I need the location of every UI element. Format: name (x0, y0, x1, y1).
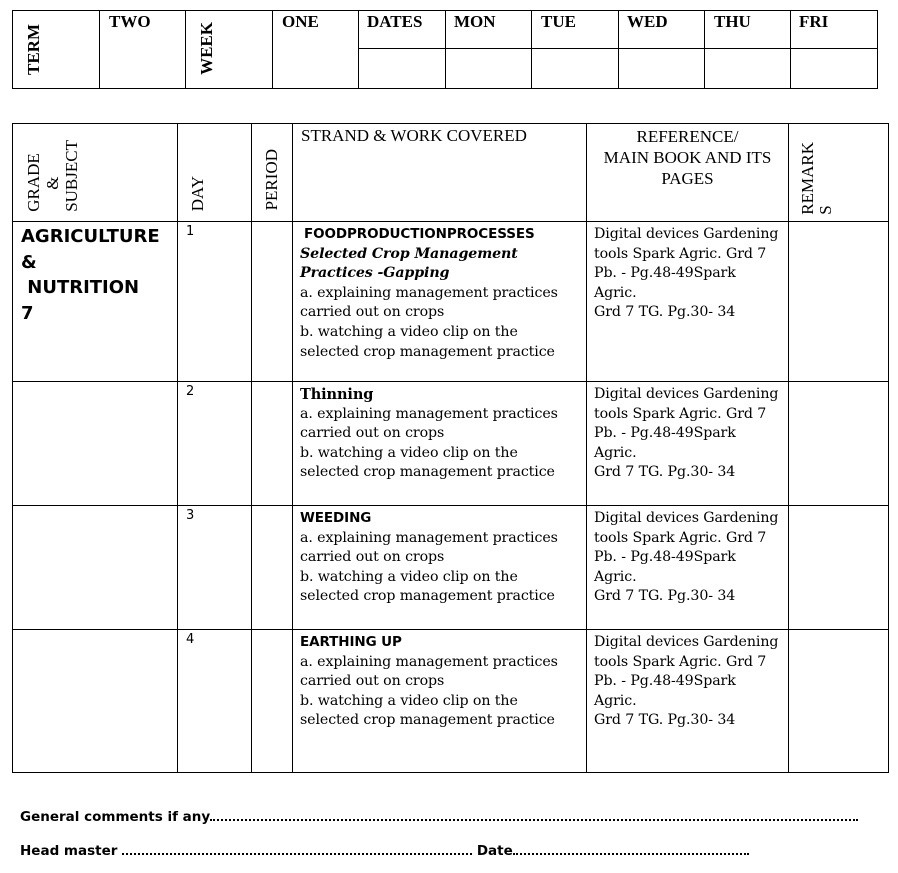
reference-text-line: Pb. - Pg.48-49Spark Agric. (594, 425, 736, 461)
grade-subject-header (13, 124, 178, 222)
reference-cell (587, 222, 789, 382)
subject-cell (13, 222, 178, 382)
day-header-fri (791, 11, 878, 49)
day-label-thu: THU (714, 12, 751, 31)
day-header-tue (532, 11, 619, 49)
head-master-field[interactable] (122, 843, 472, 855)
strand-cell (293, 382, 587, 506)
day-header-wed (619, 11, 705, 49)
thu-date-cell (705, 49, 791, 89)
general-comments-label: General comments if any (20, 809, 211, 825)
period-header (252, 124, 293, 222)
reference-text-line: Grd 7 TG. Pg.30- 34 (594, 588, 736, 605)
table-header-row (13, 124, 889, 222)
reference-text-line: Digital devices Gardening (594, 510, 779, 526)
reference-text-line: tools Spark Agric. Grd 7 (594, 653, 767, 670)
head-master-label: Head master (20, 843, 118, 859)
period-cell (252, 630, 293, 773)
period-cell (252, 506, 293, 630)
reference-text-line: Pb. - Pg.48-49Spark Agric. (594, 265, 736, 301)
strand-cell (293, 506, 587, 630)
remarks-cell (789, 222, 889, 382)
ampersand-label: & (43, 176, 62, 190)
lesson-plan-table (12, 123, 889, 773)
strand-text-line: selected crop management practice (300, 343, 555, 360)
strand-text-line: a. explaining management practices (300, 653, 558, 670)
date-field[interactable] (513, 843, 749, 855)
strand-text-line: selected crop management practice (300, 588, 555, 605)
week-label: WEEK (197, 22, 216, 75)
table-row (13, 382, 889, 506)
reference-text-line: tools Spark Agric. Grd 7 (594, 405, 767, 422)
tue-date-cell (532, 49, 619, 89)
day-number: 4 (186, 632, 195, 647)
reference-text-line: Grd 7 TG. Pg.30- 34 (594, 304, 736, 321)
fri-date-cell (791, 49, 878, 89)
subject-line-2: & (21, 251, 37, 273)
reference-text-line: Grd 7 TG. Pg.30- 34 (594, 464, 736, 481)
dates-label: DATES (367, 12, 423, 31)
strand-text-line: carried out on crops (300, 673, 445, 690)
day-cell (178, 630, 252, 773)
reference-text-line: Digital devices Gardening (594, 634, 779, 650)
strand-text-line: carried out on crops (300, 425, 445, 442)
strand-column-label: STRAND & WORK COVERED (301, 126, 527, 145)
signature-line (20, 843, 749, 859)
reference-cell (587, 506, 789, 630)
wed-date-cell (619, 49, 705, 89)
mon-date-cell (446, 49, 532, 89)
remarks-cell (789, 630, 889, 773)
reference-text-line: Grd 7 TG. Pg.30- 34 (594, 712, 736, 729)
subject-line-1: AGRICULTURE (21, 226, 160, 247)
strand-text-line: b. watching a video clip on the (300, 444, 518, 461)
reference-text-line: Digital devices Gardening (594, 226, 779, 242)
reference-text-line: tools Spark Agric. Grd 7 (594, 529, 767, 546)
period-cell (252, 382, 293, 506)
day-label-mon: MON (454, 12, 496, 31)
table-row (13, 222, 889, 382)
strand-text-line: selected crop management practice (300, 712, 555, 729)
strand-cell (293, 222, 587, 382)
reference-cell (587, 630, 789, 773)
day-column-label: DAY (188, 175, 207, 211)
strand-text-line: a. explaining management practices (300, 405, 558, 422)
table-row (13, 506, 889, 630)
reference-text-line: tools Spark Agric. Grd 7 (594, 245, 767, 262)
subject-line-4: 7 (21, 302, 34, 324)
strand-cell (293, 630, 587, 773)
strand-text-line: carried out on crops (300, 549, 445, 566)
strand-title: WEEDING (300, 510, 372, 526)
week-value: ONE (282, 12, 319, 31)
strand-text-line: carried out on crops (300, 304, 445, 321)
table-row (13, 630, 889, 773)
reference-text-line: Pb. - Pg.48-49Spark Agric. (594, 673, 736, 709)
day-cell (178, 222, 252, 382)
date-label: Date (476, 843, 513, 859)
reference-header (587, 124, 789, 222)
week-label-cell (186, 11, 273, 89)
strand-text-line: a. explaining management practices (300, 529, 558, 546)
strand-text-line: b. watching a video clip on the (300, 568, 518, 585)
reference-text-line: Digital devices Gardening (594, 386, 779, 402)
strand-title: FOODPRODUCTIONPROCESSES (304, 226, 535, 242)
term-value-cell (100, 11, 186, 89)
strand-title: EARTHING UP (300, 634, 402, 650)
strand-text-line: b. watching a video clip on the (300, 692, 518, 709)
strand-subtitle-line: Selected Crop Management (300, 245, 518, 262)
remarks-label-line-2: S (816, 205, 835, 215)
term-label: TERM (24, 24, 43, 75)
day-header (178, 124, 252, 222)
day-header-thu (705, 11, 791, 49)
strand-title: Thinning (300, 386, 374, 403)
term-value: TWO (109, 12, 151, 31)
subject-cell (13, 506, 178, 630)
dates-label-cell (359, 11, 446, 49)
general-comments-field[interactable] (210, 809, 858, 821)
day-cell (178, 382, 252, 506)
strand-text-line: selected crop management practice (300, 464, 555, 481)
general-comments-line (20, 809, 858, 825)
strand-text-line: b. watching a video clip on the (300, 323, 518, 340)
term-label-cell (13, 11, 100, 89)
remarks-label-line-1: REMARK (798, 142, 817, 215)
strand-subtitle-line: Practices -Gapping (300, 265, 450, 282)
day-label-fri: FRI (799, 12, 829, 31)
term-week-header-table (12, 10, 878, 89)
week-value-cell (273, 11, 359, 89)
reference-text-line: Pb. - Pg.48-49Spark Agric. (594, 549, 736, 585)
reference-label-line-2: MAIN BOOK AND ITS (603, 148, 772, 167)
subject-cell (13, 630, 178, 773)
remarks-header (789, 124, 889, 222)
day-number: 1 (186, 224, 195, 239)
day-cell (178, 506, 252, 630)
dates-value-cell (359, 49, 446, 89)
strand-header (293, 124, 587, 222)
subject-label: SUBJECT (62, 140, 81, 212)
subject-line-3: NUTRITION (21, 277, 140, 298)
reference-cell (587, 382, 789, 506)
day-number: 3 (186, 508, 195, 523)
remarks-cell (789, 506, 889, 630)
reference-label-line-3: PAGES (661, 169, 714, 188)
day-label-tue: TUE (541, 12, 576, 31)
grade-label: GRADE (24, 153, 43, 212)
subject-cell (13, 382, 178, 506)
reference-label-line-1: REFERENCE/ (636, 127, 739, 146)
strand-text-line: a. explaining management practices (300, 284, 558, 301)
day-label-wed: WED (627, 12, 668, 31)
day-header-mon (446, 11, 532, 49)
period-cell (252, 222, 293, 382)
remarks-cell (789, 382, 889, 506)
day-number: 2 (186, 384, 195, 399)
period-column-label: PERIOD (262, 148, 281, 210)
